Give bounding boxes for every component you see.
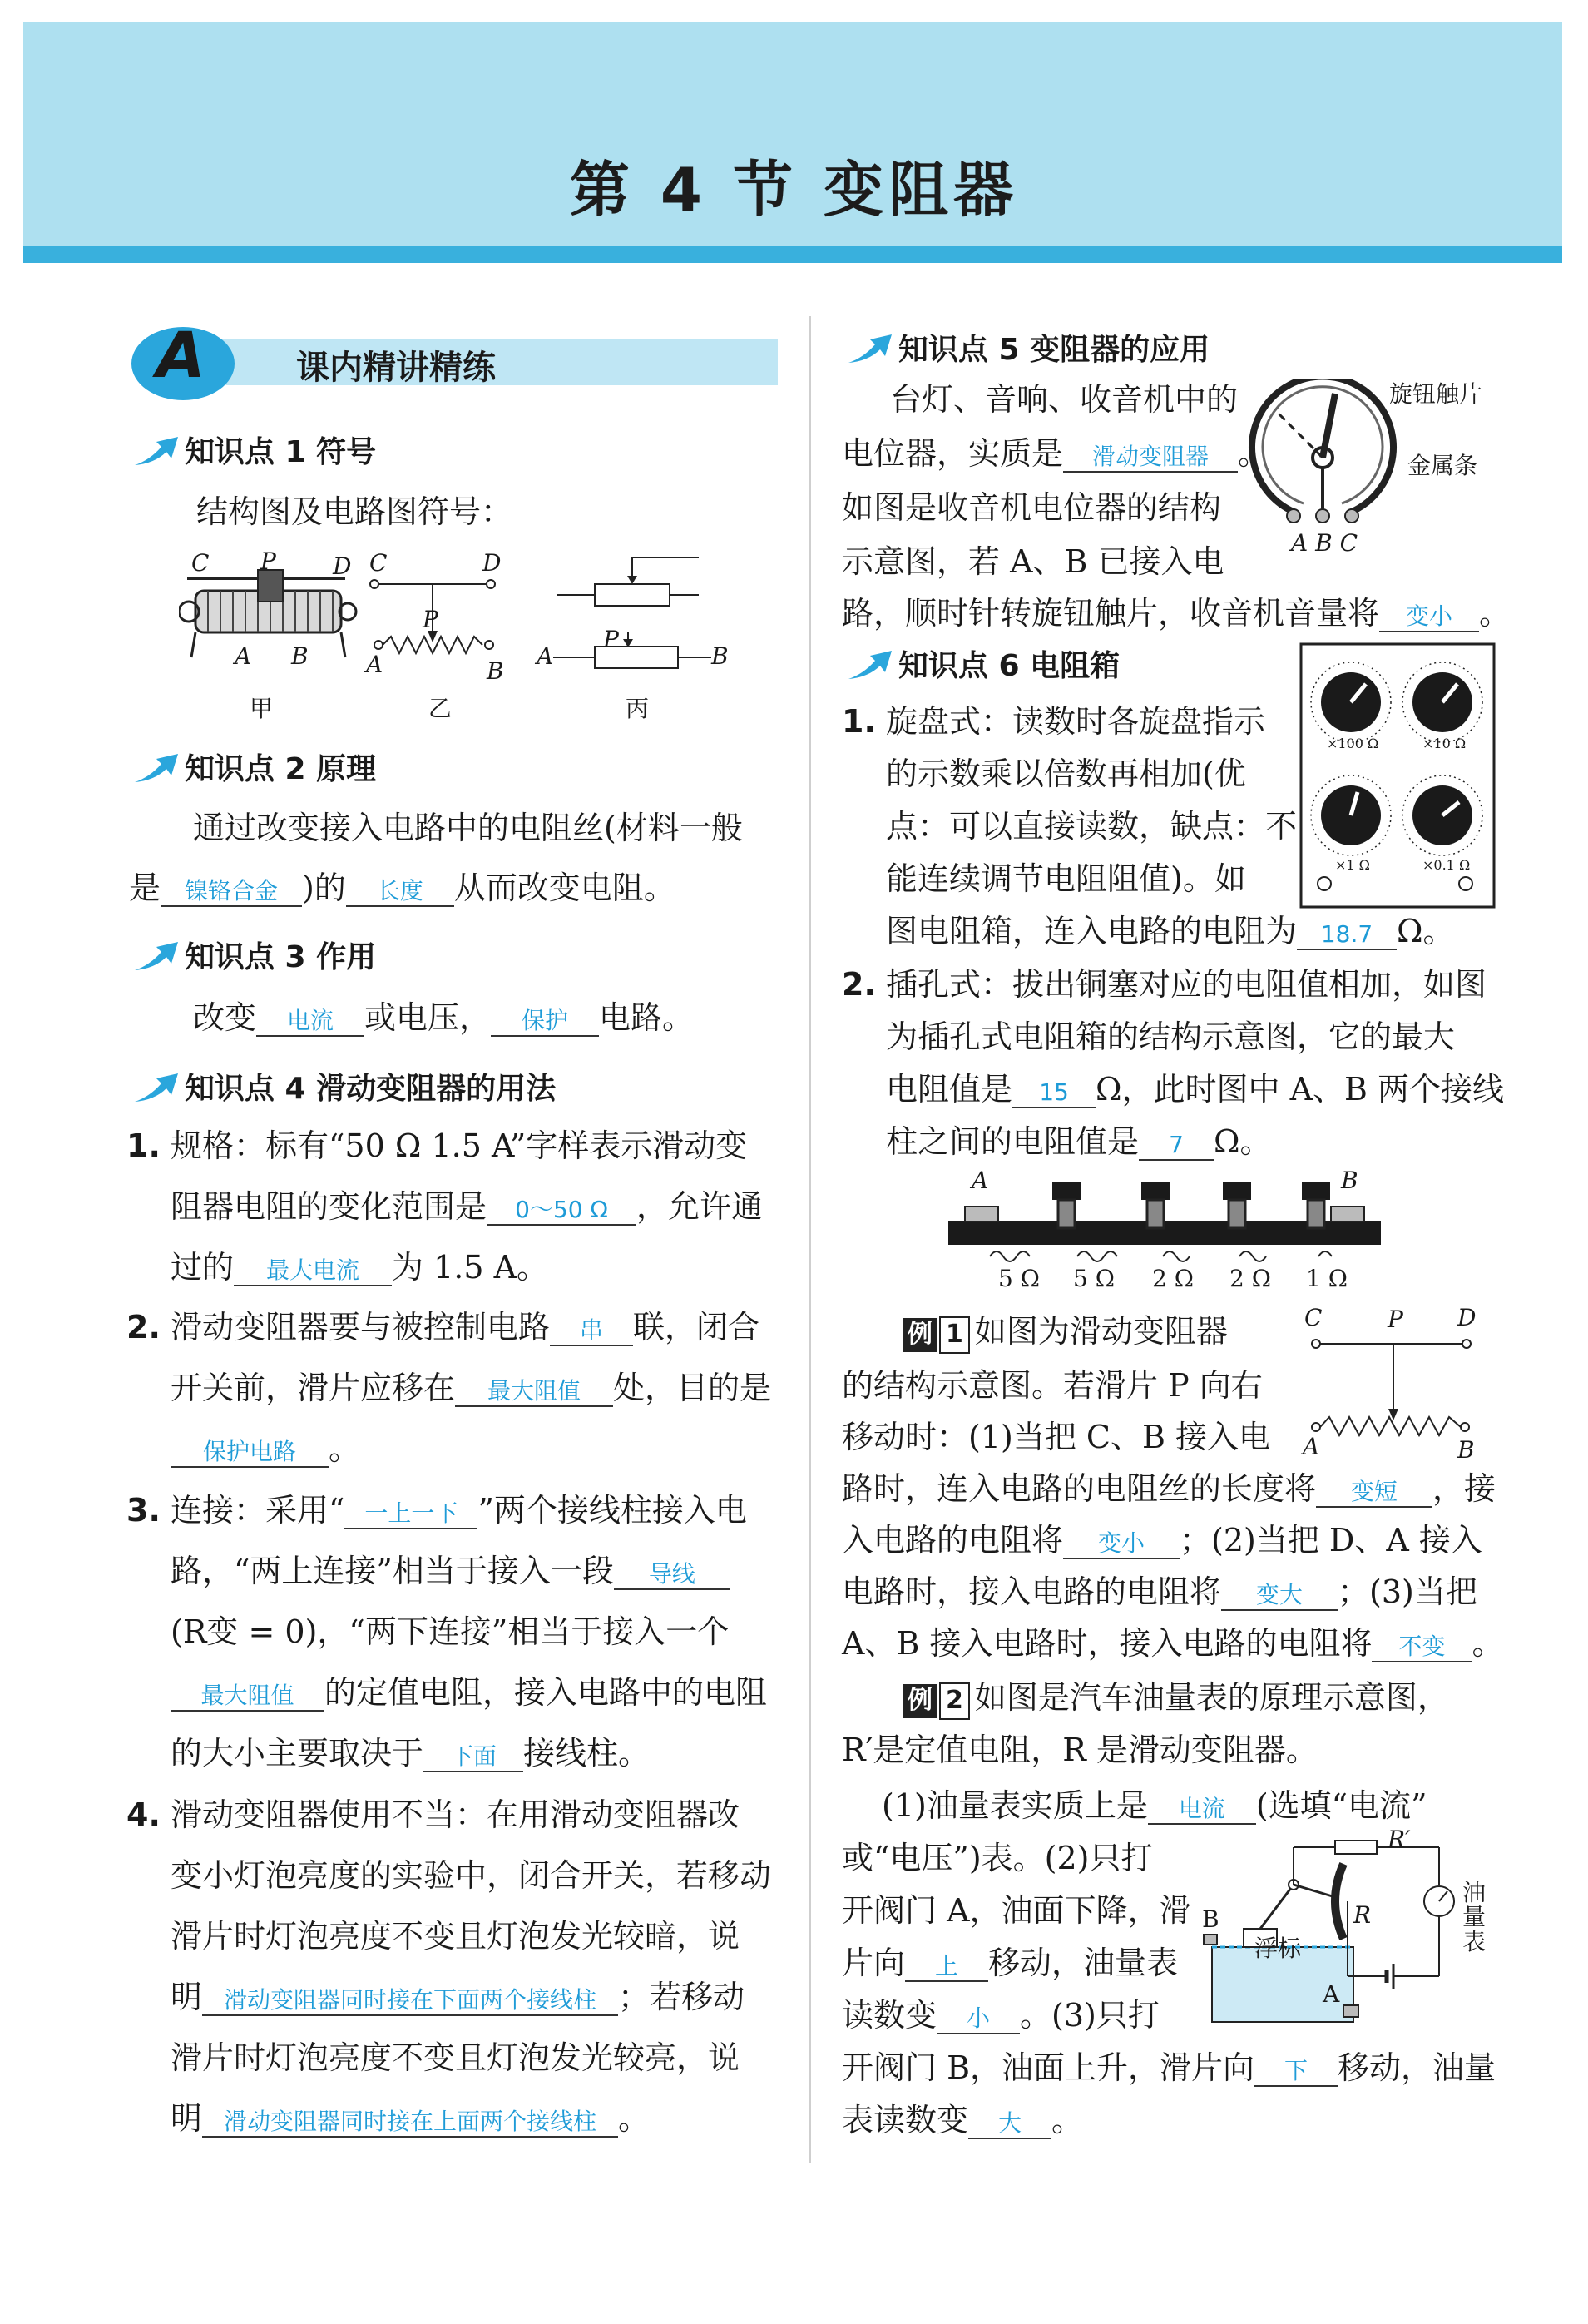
kp4-item2-line1: [171, 1306, 759, 1349]
kp6-item2-line4: [886, 1121, 1272, 1163]
kp4-item3-num: 3.: [126, 1492, 161, 1529]
kp4-i4-l4-post: ；若移动: [618, 1979, 745, 2015]
fig-bing-caption: 丙: [626, 695, 650, 722]
kp5-l2-post: 。: [1238, 435, 1270, 472]
dial-label-x10: ×10 Ω: [1422, 736, 1467, 751]
fig-bing-p: P: [603, 626, 619, 653]
kp3-title: [133, 934, 376, 976]
plug-resistor-4: 2 Ω: [1229, 1265, 1271, 1292]
kp4-answer-max-resistance: 最大阻值: [455, 1377, 613, 1407]
kp4-item2-line3: [171, 1428, 360, 1470]
kp4-item1-line1: 规格：标有“50 Ω 1.5 A”字样表示滑动变: [171, 1127, 748, 1164]
kp6-item1-line4: 能连续调节电阻阻值)。如: [886, 860, 1246, 897]
dial-label-x1: ×1 Ω: [1335, 857, 1370, 873]
kp6-title: [847, 642, 1120, 685]
kp6-i1-l5-pre: 图电阻箱，连入电路的电阻为: [886, 913, 1298, 949]
fuel-fig-valve-b: B: [1202, 1905, 1219, 1933]
kp4-item1-line2: [171, 1186, 763, 1228]
arrow-icon: [847, 649, 893, 682]
ex2-l9-post: 。: [1051, 2102, 1084, 2138]
ex2-line2: R′是定值电阻，R 是滑动变阻器。: [842, 1732, 1318, 1768]
fig-bing-a: A: [537, 642, 554, 670]
ex2-l7-post: 。(3)只打: [1020, 1997, 1160, 2034]
kp5-line4: 示意图，若 A、B 已接入电: [842, 543, 1224, 580]
kp4-answer-protect-circuit: 保护电路: [171, 1438, 329, 1468]
ex2-answer-up: 上: [905, 1952, 988, 1982]
ex2-l3-post: (选填“电流”: [1255, 1787, 1427, 1824]
kp2-line1: 通过改变接入电路中的电阻丝(材料一般: [193, 810, 743, 846]
kp6-answer-max-15: 15: [1012, 1078, 1096, 1108]
ex1-l5-pre: 入电路的电阻将: [842, 1522, 1064, 1558]
fig-yi-p: P: [423, 606, 438, 633]
kp5-line2: [842, 433, 1269, 475]
ex1-rheostat-figure: [1306, 1335, 1481, 1444]
kp3-pre: 改变: [193, 999, 257, 1036]
kp4-item4-line2: 变小灯泡亮度的实验中，闭合开关，若移动: [171, 1857, 772, 1894]
kp6-item2-num: 2.: [842, 966, 876, 1003]
ex1-l7-post: 。: [1472, 1625, 1504, 1662]
kp4-item2-num: 2.: [126, 1309, 161, 1345]
kp5-answer-rheostat: 滑动变阻器: [1063, 443, 1238, 473]
fig-yi-caption: 乙: [428, 695, 453, 722]
kp4-item3-line2: [171, 1550, 730, 1593]
kp4-item2-line2: [171, 1367, 771, 1410]
fig-jia-caption: 甲: [250, 695, 274, 722]
ex1-l5-post: ；(2)当把 D、A 接入: [1180, 1522, 1482, 1558]
ex1-answer-unchanged: 不变: [1372, 1633, 1472, 1662]
kp4-answer-wire: 导线: [614, 1560, 730, 1590]
potentiometer-figure: [1244, 379, 1402, 528]
arrow-icon: [133, 435, 180, 468]
kp6-item1-line3: 点：可以直接读数，缺点：不: [886, 808, 1298, 845]
kp4-answer-max-current: 最大电流: [234, 1256, 392, 1286]
potentiometer-abc-label: A B C: [1291, 529, 1358, 557]
fig-jia-a: A: [235, 642, 252, 670]
kp4-i2-l1-pre: 滑动变阻器要与被控制电路: [171, 1309, 551, 1345]
kp1-title: [133, 429, 376, 471]
ex2-answer-large: 大: [968, 2109, 1051, 2139]
kp2-title-text: 知识点 2 原理: [185, 752, 377, 786]
kp4-answer-max-value: 最大阻值: [171, 1682, 324, 1712]
ex2-line8: [842, 2047, 1496, 2089]
kp4-item3-line3: (R变 = 0)，“两下连接”相当于接入一个: [171, 1613, 730, 1650]
arrow-icon: [133, 940, 180, 974]
kp4-i3-l5-post: 接线柱。: [523, 1735, 651, 1771]
example-number: 1: [939, 1316, 970, 1354]
kp6-item2-line3: [886, 1068, 1504, 1111]
kp4-i4-l4-pre: 明: [171, 1979, 203, 2015]
ex1-fig-a: A: [1303, 1433, 1320, 1460]
ex1-fig-b: B: [1457, 1436, 1475, 1464]
kp4-i1-l3-pre: 过的: [171, 1249, 235, 1286]
ex1-line5: [842, 1519, 1482, 1562]
kp2-answer-length: 长度: [346, 877, 454, 907]
kp4-item4-line6: [171, 2098, 650, 2140]
kp6-item2-line2: 为插孔式电阻箱的结构示意图，它的最大: [886, 1018, 1456, 1055]
kp5-answer-smaller: 变小: [1379, 602, 1479, 632]
kp4-i1-l2-post: ，允许通: [636, 1188, 764, 1225]
kp4-item4-num: 4.: [126, 1796, 161, 1833]
kp4-item1-line3: [171, 1246, 548, 1289]
kp4-i3-l1-post: ”两个接线柱接入电: [477, 1492, 747, 1529]
kp4-i3-l2-pre: 路，“两上连接”相当于接入一段: [171, 1553, 614, 1589]
kp2-line2-pre: 是: [129, 870, 161, 906]
fuel-fig-meter-label: 油量表: [1462, 1879, 1487, 1955]
kp4-i2-l2-pre: 开关前，滑片应移在: [171, 1370, 456, 1406]
ex2-answer-down: 下: [1254, 2057, 1338, 2087]
kp2-answer-material: 镍铬合金: [161, 877, 302, 907]
potentiometer-strip-label: 金属条: [1407, 452, 1478, 479]
kp6-item1-line5: [886, 910, 1455, 953]
kp1-title-text: 知识点 1 符号: [185, 435, 377, 469]
example-badge: 例: [903, 1318, 937, 1352]
ex1-l7-pre: A、B 接入电路时，接入电路的电阻将: [842, 1625, 1373, 1662]
kp6-i1-l5-post: Ω。: [1397, 913, 1455, 949]
fuel-fig-float: 浮标: [1254, 1935, 1302, 1962]
ex2-line5: 开阀门 A，油面下降，滑: [842, 1892, 1191, 1929]
ex1-l6-pre: 电路时，接入电路的电阻将: [842, 1573, 1222, 1610]
kp4-answer-series: 串: [550, 1316, 633, 1346]
plug-box-end-b: B: [1341, 1167, 1358, 1194]
ex2-l6-post: 移动，油量表: [988, 1945, 1179, 1981]
kp4-item1-num: 1.: [126, 1127, 161, 1164]
fuel-fig-r-prime: R′: [1388, 1826, 1411, 1853]
kp4-i4-l6-post: 。: [618, 2100, 651, 2137]
kp6-item1-num: 1.: [842, 703, 876, 740]
arrow-icon: [133, 1072, 180, 1105]
kp6-i2-l4-pre: 柱之间的电阻值是: [886, 1123, 1140, 1160]
fig-bing-b: B: [711, 642, 729, 670]
kp4-item4-line1: 滑动变阻器使用不当：在用滑动变阻器改: [171, 1796, 740, 1833]
ex1-fig-d: D: [1457, 1304, 1477, 1331]
ex1-line2: 的结构示意图。若滑片 P 向右: [842, 1367, 1263, 1404]
ex1-line7: [842, 1623, 1503, 1665]
kp5-l5-post: 。: [1479, 595, 1511, 632]
ex2-l7-pre: 读数变: [842, 1997, 937, 2034]
kp1-intro: 结构图及电路图符号：: [196, 493, 513, 530]
plug-resistor-3: 2 Ω: [1152, 1265, 1194, 1292]
fig-jia-c: C: [191, 549, 210, 577]
ex2-l1-text: 如图是汽车油量表的原理示意图，: [974, 1679, 1449, 1716]
kp4-item4-line3: 滑片时灯泡亮度不变且灯泡发光较暗，说: [171, 1918, 740, 1955]
kp4-answer-both-bottom: 滑动变阻器同时接在下面两个接线柱: [202, 1986, 618, 2016]
kp6-item1-line2: 的示数乘以倍数再相加(优: [886, 756, 1246, 792]
kp6-title-text: 知识点 6 电阻箱: [898, 649, 1121, 683]
kp4-answer-range: 0～50 Ω: [487, 1196, 636, 1226]
kp5-line3: 如图是收音机电位器的结构: [842, 489, 1222, 526]
arrow-icon: [133, 752, 180, 785]
ex2-l9-pre: 表读数变: [842, 2102, 969, 2138]
kp4-title-text: 知识点 4 滑动变阻器的用法: [185, 1072, 557, 1106]
kp2-line2-mid: )的: [302, 870, 346, 906]
fuel-fig-r: R: [1353, 1901, 1372, 1929]
example-badge: 例: [903, 1684, 937, 1718]
ex1-fig-c: C: [1304, 1304, 1323, 1331]
plug-box-end-a: A: [972, 1167, 989, 1194]
kp3-post: 电路。: [599, 999, 695, 1036]
kp3-answer-protect: 保护: [491, 1007, 599, 1037]
ex1-line4: [842, 1468, 1496, 1510]
kp4-title: [133, 1065, 556, 1107]
ex1-line3: 移动时：(1)当把 C、B 接入电: [842, 1419, 1270, 1455]
ex1-l1-text: 如图为滑动变阻器: [974, 1313, 1228, 1350]
ex2-line1: [903, 1677, 1449, 1720]
ex2-answer-small: 小: [937, 2004, 1020, 2034]
ex1-answer-smaller: 变小: [1063, 1529, 1180, 1559]
column-divider: [809, 316, 811, 2163]
kp4-i2-l1-post: 联，闭合: [633, 1309, 760, 1345]
ex1-l4-post: ，接: [1432, 1470, 1496, 1507]
header-stripe: [23, 246, 1562, 263]
kp4-item3-line5: [171, 1732, 650, 1775]
kp4-i1-l3-post: 为 1.5 A。: [392, 1249, 549, 1286]
kp5-l2-pre: 电位器，实质是: [842, 435, 1064, 472]
section-title: 课内精讲精练: [296, 349, 496, 387]
kp4-item4-line5: 滑片时灯泡亮度不变且灯泡发光较亮，说: [171, 2039, 740, 2076]
fuel-fig-valve-a: A: [1323, 1980, 1340, 2008]
potentiometer-knob-label: 旋钮触片: [1389, 380, 1483, 408]
kp5-line5: [842, 592, 1511, 635]
ex1-answer-larger: 变大: [1221, 1581, 1338, 1611]
kp6-i2-l3-post: Ω，此时图中 A、B 两个接线: [1096, 1071, 1505, 1107]
kp4-answer-one-up-one-down: 一上一下: [344, 1499, 477, 1529]
kp4-i1-l2-pre: 阻器电阻的变化范围是: [171, 1188, 487, 1225]
kp4-i2-l3-post: 。: [329, 1430, 361, 1467]
arrow-icon: [847, 333, 893, 366]
ex2-l8-pre: 开阀门 B，油面上升，滑片向: [842, 2049, 1255, 2086]
kp2-title: [133, 746, 376, 788]
ex2-line6: [842, 1942, 1178, 1985]
ex1-fig-p: P: [1388, 1306, 1403, 1333]
kp6-i2-l3-pre: 电阻值是: [886, 1071, 1013, 1107]
fig-yi-b: B: [487, 657, 504, 685]
ex2-line4: 或“电压”)表。(2)只打: [842, 1840, 1153, 1876]
kp2-line2: [129, 867, 675, 909]
ex1-answer-shorter: 变短: [1316, 1478, 1432, 1508]
ex2-line3: [882, 1785, 1427, 1827]
dial-label-x01: ×0.1 Ω: [1422, 857, 1471, 873]
ex1-l6-post: ；(3)当把: [1338, 1573, 1477, 1610]
kp4-answer-both-top: 滑动变阻器同时接在上面两个接线柱: [202, 2108, 618, 2138]
kp6-item1-line1: 旋盘式：读数时各旋盘指示: [886, 703, 1266, 740]
kp5-title-text: 知识点 5 变阻器的应用: [898, 333, 1210, 367]
kp3-title-text: 知识点 3 作用: [185, 940, 377, 974]
kp3-line: [193, 997, 694, 1039]
kp4-item3-line4: [171, 1672, 767, 1714]
ex2-line7: [842, 1994, 1160, 2037]
fig-jia-p: P: [260, 548, 276, 575]
section-letter: A: [156, 318, 205, 392]
kp5-l5-pre: 路，顺时针转旋钮触片，收音机音量将: [842, 595, 1380, 632]
fig-yi-c: C: [369, 549, 388, 577]
page-title: 第 4 节 变阻器: [569, 155, 1019, 225]
kp4-item3-line1: [171, 1489, 747, 1532]
fig-yi-d: D: [482, 549, 502, 577]
kp4-i3-l4-post: 的定值电阻，接入电路中的电阻: [324, 1674, 768, 1711]
kp4-i3-l1-pre: 连接：采用“: [171, 1492, 345, 1529]
example-number: 2: [939, 1682, 970, 1720]
ex2-l6-pre: 片向: [842, 1945, 906, 1981]
fig-jia-b: B: [291, 642, 309, 670]
kp6-item2-line1: 插孔式：拔出铜塞对应的电阻值相加，如图: [886, 966, 1487, 1003]
plug-resistor-2: 5 Ω: [1073, 1265, 1115, 1292]
kp4-i3-l5-pre: 的大小主要取决于: [171, 1735, 424, 1771]
kp4-answer-bottom: 下面: [423, 1742, 523, 1772]
kp6-answer-ab-7: 7: [1139, 1131, 1214, 1161]
ex1-l4-pre: 路时，连入电路的电阻丝的长度将: [842, 1470, 1317, 1507]
ex1-line1: [903, 1311, 1228, 1354]
kp6-answer-dial-reading: 18.7: [1297, 920, 1397, 950]
rheostat-symbol-figure: [532, 549, 724, 682]
kp5-title: [847, 326, 1210, 369]
ex2-l8-post: 移动，油量: [1338, 2049, 1496, 2086]
kp5-line1: 台灯、音响、收音机中的: [890, 381, 1239, 418]
ex2-line9: [842, 2099, 1083, 2142]
dial-label-x100: ×100 Ω: [1327, 736, 1379, 751]
kp6-i2-l4-post: Ω。: [1214, 1123, 1272, 1160]
kp2-line2-post: 从而改变电阻。: [453, 870, 675, 906]
ex1-line6: [842, 1571, 1477, 1613]
kp4-item4-line4: [171, 1976, 745, 2019]
ex2-answer-current: 电流: [1148, 1795, 1256, 1825]
plug-resistor-1: 5 Ω: [998, 1265, 1040, 1292]
kp3-answer-current: 电流: [256, 1007, 364, 1037]
fig-jia-d: D: [333, 553, 352, 580]
kp4-i4-l6-pre: 明: [171, 2100, 203, 2137]
ex2-l3-pre: (1)油量表实质上是: [882, 1787, 1148, 1824]
plug-resistor-5: 1 Ω: [1306, 1265, 1348, 1292]
fig-yi-a: A: [366, 651, 383, 678]
kp3-mid: 或电压，: [364, 999, 492, 1036]
kp4-i2-l2-post: 处，目的是: [613, 1370, 772, 1406]
